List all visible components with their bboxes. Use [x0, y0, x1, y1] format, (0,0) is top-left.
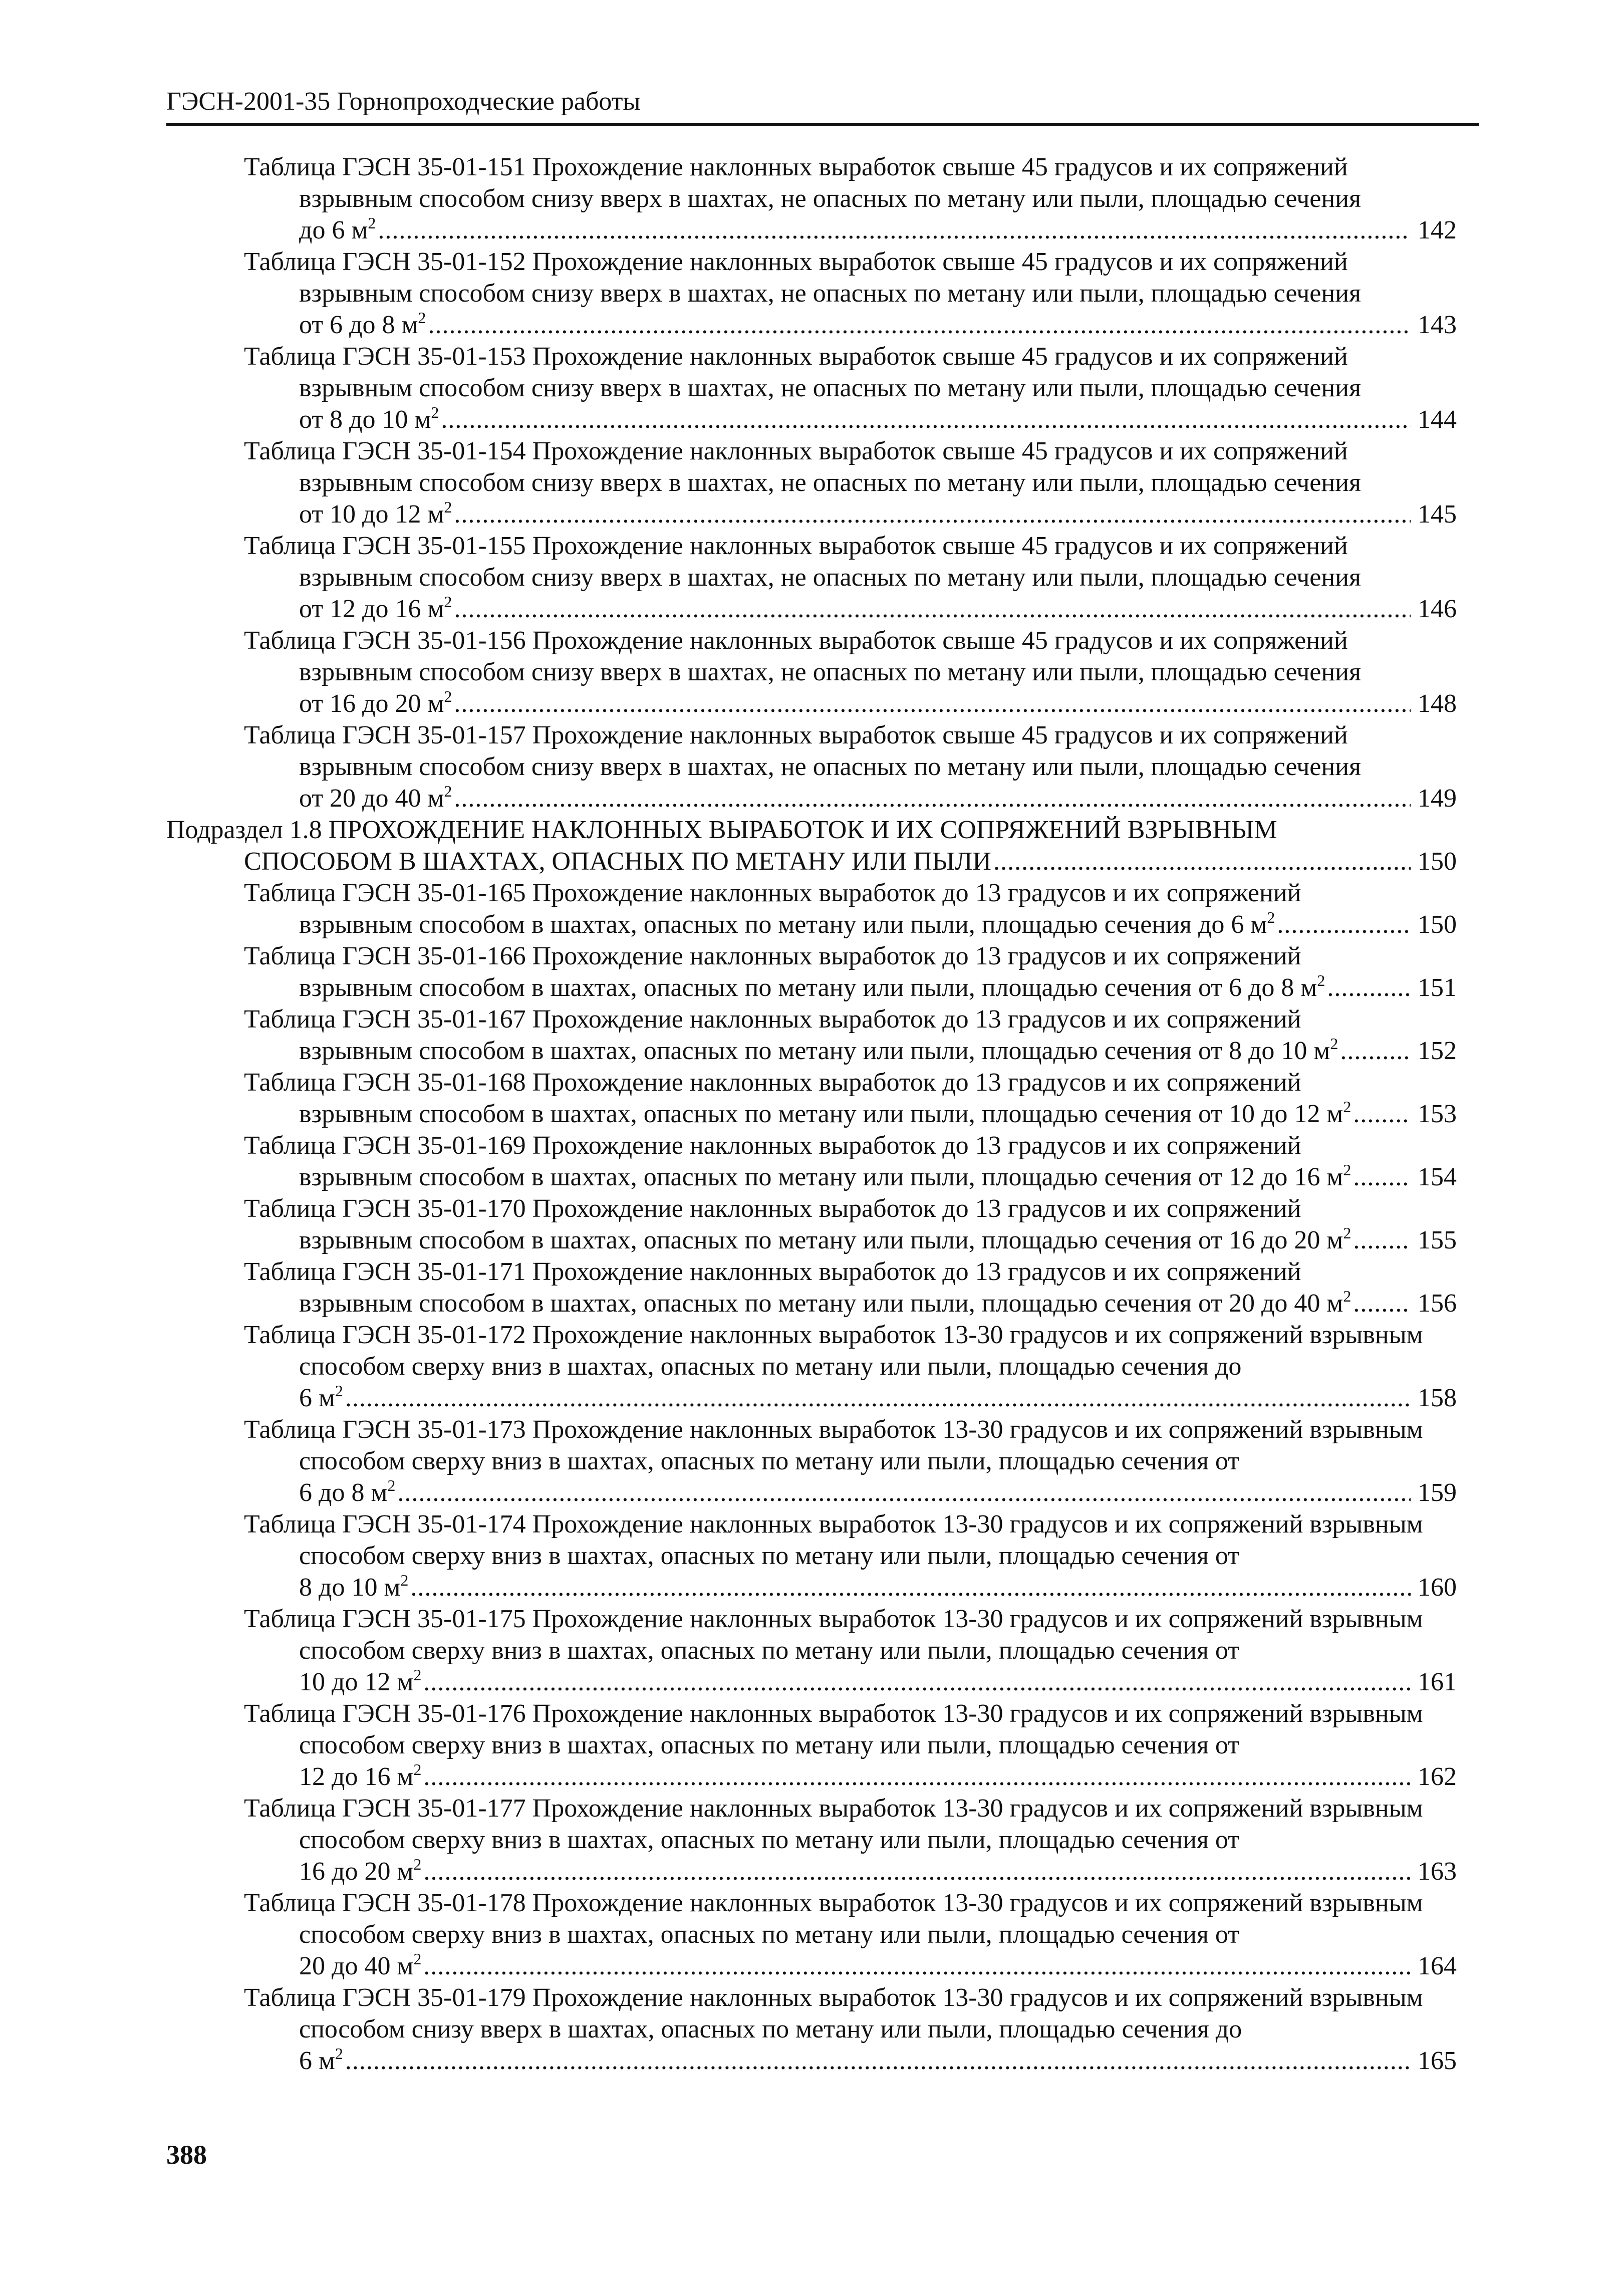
dot-leader: [378, 214, 1411, 246]
toc-entry-title: Прохождение наклонных выработок 13-30 градусов и их сопряжений взрывным способом сверху вниз в шахтах, опасных по метану или пыли, площадью сечения от: [299, 1605, 1423, 1665]
toc-entry-tail: взрывным способом в шахтах, опасных по метану или пыли, площадью сечения от 10 до 12 $м^2$: [299, 1098, 1352, 1128]
dot-leader: [1327, 972, 1411, 1003]
toc-entry-title: Прохождение наклонных выработок до 13 градусов и их сопряжений: [532, 1131, 1301, 1160]
toc-table-entry[interactable]: [166, 151, 1457, 246]
toc-page-number[interactable]: 145: [1418, 500, 1457, 529]
dot-leader: [454, 688, 1411, 719]
toc-table-entry[interactable]: [166, 1982, 1457, 2077]
superscript: 2: [431, 403, 439, 421]
superscript: 2: [1317, 971, 1325, 989]
toc-entry-title: Прохождение наклонных выработок свыше 45 градусов и их сопряжений взрывным способом снизу вверх в шахтах, не опасных по метану или пыли, площадью сечения: [299, 532, 1361, 592]
toc-table-entry[interactable]: [166, 1887, 1457, 1982]
toc-page-number[interactable]: 164: [1418, 1952, 1457, 1980]
dot-leader: [1340, 1035, 1411, 1067]
superscript: 2: [1267, 908, 1275, 926]
toc-entry-code: Таблица ГЭСН 35-01-156: [244, 626, 526, 655]
toc-entry-code: Таблица ГЭСН 35-01-179: [244, 1983, 526, 2012]
dot-leader: [1277, 909, 1411, 940]
toc-table-entry[interactable]: [166, 1698, 1457, 1793]
toc-table-entry[interactable]: [166, 246, 1457, 341]
toc-entry-title: Прохождение наклонных выработок до 13 градусов и их сопряжений: [532, 1068, 1301, 1097]
dot-leader: [1353, 1224, 1411, 1256]
toc-entry-code: Таблица ГЭСН 35-01-169: [244, 1131, 526, 1160]
toc-entry-code: Подраздел 1.8: [166, 816, 322, 844]
toc-entry-tail: от 20 до 40 $м^2$: [299, 782, 452, 813]
toc-entry-tail: 8 до 10 $м^2$: [299, 1571, 409, 1602]
toc-page-number[interactable]: 148: [1418, 689, 1457, 718]
dot-leader: [345, 1382, 1411, 1414]
toc-page-number[interactable]: 154: [1418, 1163, 1457, 1191]
toc-entry-tail: взрывным способом в шахтах, опасных по метану или пыли, площадью сечения от 20 до 40 $м^2$: [299, 1287, 1352, 1318]
toc-page-number[interactable]: 158: [1418, 1384, 1457, 1412]
toc-entry-title: Прохождение наклонных выработок свыше 45 градусов и их сопряжений взрывным способом снизу вверх в шахтах, не опасных по метану или пыли, площадью сечения: [299, 626, 1361, 686]
toc-entry-tail: от 16 до 20 $м^2$: [299, 687, 452, 718]
toc-entry-title: Прохождение наклонных выработок 13-30 градусов и их сопряжений взрывным способом сверху вниз в шахтах, опасных по метану или пыли, площадью сечения от: [299, 1699, 1423, 1759]
superscript: 2: [444, 593, 452, 611]
toc-entry-code: Таблица ГЭСН 35-01-168: [244, 1068, 526, 1097]
dot-leader: [1353, 1098, 1411, 1130]
toc-page-number[interactable]: 155: [1418, 1226, 1457, 1254]
dot-leader: [423, 1950, 1411, 1982]
superscript: 2: [400, 1571, 409, 1589]
dot-leader: [993, 846, 1411, 877]
toc-table-entry[interactable]: [166, 1793, 1457, 1887]
toc-entry-tail: 6 $м^2$: [299, 1382, 343, 1412]
toc-entry-code: Таблица ГЭСН 35-01-166: [244, 942, 526, 970]
toc-entry-code: Таблица ГЭСН 35-01-165: [244, 879, 526, 907]
toc-entry-code: Таблица ГЭСН 35-01-151: [244, 153, 526, 181]
superscript: 2: [387, 1476, 396, 1494]
toc-entry-title: Прохождение наклонных выработок свыше 45 градусов и их сопряжений взрывным способом снизу вверх в шахтах, не опасных по метану или пыли, площадью сечения: [299, 247, 1361, 308]
dot-leader: [441, 404, 1411, 435]
toc-page-number[interactable]: 162: [1418, 1762, 1457, 1791]
toc-entry-code: Таблица ГЭСН 35-01-178: [244, 1889, 526, 1917]
superscript: 2: [1343, 1287, 1352, 1305]
toc-page-number[interactable]: 165: [1418, 2047, 1457, 2075]
toc-entry-code: Таблица ГЭСН 35-01-173: [244, 1415, 526, 1444]
toc-entry-title: Прохождение наклонных выработок свыше 45 градусов и их сопряжений взрывным способом снизу вверх в шахтах, не опасных по метану или пыли, площадью сечения: [299, 721, 1361, 781]
toc-entry-code: Таблица ГЭСН 35-01-170: [244, 1194, 526, 1223]
dot-leader: [454, 593, 1411, 625]
table-of-contents: [166, 151, 1457, 2077]
toc-table-entry[interactable]: [166, 1130, 1457, 1193]
toc-entry-code: Таблица ГЭСН 35-01-176: [244, 1699, 526, 1728]
superscript: 2: [413, 1666, 422, 1684]
toc-table-entry[interactable]: [166, 719, 1457, 814]
toc-entry-tail: 12 до 16 $м^2$: [299, 1760, 422, 1791]
dot-leader: [1353, 1161, 1411, 1193]
toc-entry-tail: от 8 до 10 $м^2$: [299, 403, 439, 434]
superscript: 2: [418, 309, 426, 327]
toc-entry-tail: 10 до 12 $м^2$: [299, 1666, 422, 1696]
superscript: 2: [413, 1760, 422, 1778]
toc-page-number[interactable]: 153: [1418, 1100, 1457, 1128]
toc-table-entry[interactable]: [166, 625, 1457, 719]
dot-leader: [1353, 1288, 1411, 1319]
toc-entry-title: Прохождение наклонных выработок до 13 градусов и их сопряжений: [532, 942, 1301, 970]
toc-entry-tail: от 10 до 12 $м^2$: [299, 498, 452, 529]
superscript: 2: [1343, 1098, 1352, 1116]
toc-table-entry[interactable]: [166, 877, 1457, 940]
dot-leader: [454, 498, 1411, 530]
toc-page-number[interactable]: 144: [1418, 405, 1457, 434]
toc-table-entry[interactable]: [166, 1193, 1457, 1256]
toc-entry-tail: до 6 $м^2$: [299, 214, 376, 244]
dot-leader: [428, 309, 1411, 341]
toc-table-entry[interactable]: [166, 1003, 1457, 1067]
toc-entry-tail: 16 до 20 $м^2$: [299, 1855, 422, 1886]
toc-entry-tail: 6 $м^2$: [299, 2045, 343, 2075]
header-rule: [166, 123, 1479, 126]
toc-entry-title: Прохождение наклонных выработок 13-30 градусов и их сопряжений взрывным способом снизу вверх в шахтах, опасных по метану или пыли, площадью сечения до: [299, 1983, 1423, 2044]
toc-table-entry[interactable]: [166, 1067, 1457, 1130]
toc-table-entry[interactable]: [166, 341, 1457, 435]
toc-entry-tail: взрывным способом в шахтах, опасных по метану или пыли, площадью сечения от 12 до 16 $м^2$: [299, 1161, 1352, 1191]
toc-page-number[interactable]: 149: [1418, 784, 1457, 813]
toc-entry-title: Прохождение наклонных выработок до 13 градусов и их сопряжений: [532, 1194, 1301, 1223]
toc-page-number[interactable]: 156: [1418, 1289, 1457, 1318]
toc-table-entry[interactable]: [166, 940, 1457, 1003]
toc-entry-code: Таблица ГЭСН 35-01-152: [244, 247, 526, 276]
toc-page-number[interactable]: 161: [1418, 1668, 1457, 1696]
superscript: 2: [1343, 1161, 1352, 1179]
toc-entry-code: Таблица ГЭСН 35-01-154: [244, 437, 526, 465]
toc-entry-tail: взрывным способом в шахтах, опасных по метану или пыли, площадью сечения от 8 до 10 $м^2$: [299, 1035, 1338, 1065]
dot-leader: [423, 1856, 1411, 1887]
toc-entry-tail: взрывным способом в шахтах, опасных по метану или пыли, площадью сечения до 6 $м^2$: [299, 908, 1275, 939]
superscript: 2: [413, 1950, 422, 1968]
toc-page-number[interactable]: 151: [1418, 973, 1457, 1002]
dot-leader: [410, 1572, 1411, 1603]
toc-table-entry[interactable]: [166, 1603, 1457, 1698]
toc-page-number[interactable]: 150: [1418, 847, 1457, 876]
toc-entry-tail: взрывным способом в шахтах, опасных по метану или пыли, площадью сечения от 16 до 20 $м^2$: [299, 1224, 1352, 1254]
toc-page-number[interactable]: 163: [1418, 1857, 1457, 1886]
page-number: 388: [166, 2140, 207, 2170]
toc-entry-code: Таблица ГЭСН 35-01-167: [244, 1005, 526, 1034]
toc-entry-title: Прохождение наклонных выработок до 13 градусов и их сопряжений: [532, 1257, 1301, 1286]
toc-entry-title: Прохождение наклонных выработок 13-30 градусов и их сопряжений взрывным способом сверху вниз в шахтах, опасных по метану или пыли, площадью сечения до: [299, 1321, 1423, 1381]
dot-leader: [454, 783, 1411, 814]
toc-page-number[interactable]: 150: [1418, 910, 1457, 939]
toc-table-entry[interactable]: [166, 435, 1457, 530]
dot-leader: [423, 1666, 1411, 1698]
toc-page-number[interactable]: 159: [1418, 1478, 1457, 1507]
dot-leader: [423, 1761, 1411, 1793]
running-header: ГЭСН-2001-35 Горнопроходческие работы: [166, 87, 641, 116]
toc-table-entry[interactable]: [166, 1319, 1457, 1414]
superscript: 2: [368, 214, 376, 232]
toc-entry-code: Таблица ГЭСН 35-01-177: [244, 1794, 526, 1823]
toc-table-entry[interactable]: [166, 1508, 1457, 1603]
toc-entry-title: Прохождение наклонных выработок до 13 градусов и их сопряжений: [532, 1005, 1301, 1034]
toc-section-entry[interactable]: [166, 814, 1457, 877]
superscript: 2: [335, 1382, 343, 1400]
superscript: 2: [444, 782, 452, 800]
toc-entry-tail: 6 до 8 $м^2$: [299, 1476, 396, 1507]
toc-entry-tail: взрывным способом в шахтах, опасных по метану или пыли, площадью сечения от 6 до 8 $м^2$: [299, 971, 1325, 1002]
toc-entry-title: Прохождение наклонных выработок 13-30 градусов и их сопряжений взрывным способом сверху вниз в шахтах, опасных по метану или пыли, площадью сечения от: [299, 1794, 1423, 1854]
superscript: 2: [335, 2045, 343, 2063]
toc-page-number[interactable]: 160: [1418, 1573, 1457, 1602]
toc-entry-tail: 20 до 40 $м^2$: [299, 1950, 422, 1980]
toc-entry-title: Прохождение наклонных выработок до 13 градусов и их сопряжений: [532, 879, 1301, 907]
superscript: 2: [1330, 1035, 1338, 1053]
toc-page-number[interactable]: 152: [1418, 1037, 1457, 1065]
toc-page-number[interactable]: 143: [1418, 311, 1457, 339]
superscript: 2: [413, 1855, 422, 1873]
dot-leader: [397, 1477, 1411, 1508]
toc-entry-title: Прохождение наклонных выработок свыше 45 градусов и их сопряжений взрывным способом снизу вверх в шахтах, не опасных по метану или пыли, площадью сечения: [299, 153, 1361, 213]
toc-entry-title: Прохождение наклонных выработок 13-30 градусов и их сопряжений взрывным способом сверху вниз в шахтах, опасных по метану или пыли, площадью сечения от: [299, 1510, 1423, 1570]
superscript: 2: [444, 498, 452, 516]
dot-leader: [345, 2045, 1411, 2077]
toc-entry-title: Прохождение наклонных выработок свыше 45 градусов и их сопряжений взрывным способом снизу вверх в шахтах, не опасных по метану или пыли, площадью сечения: [299, 342, 1361, 402]
toc-page-number[interactable]: 142: [1418, 216, 1457, 244]
toc-entry-title: ПРОХОЖДЕНИЕ НАКЛОННЫХ ВЫРАБОТОК И ИХ СОПРЯЖЕНИЙ ВЗРЫВНЫМ: [328, 816, 1277, 844]
toc-page-number[interactable]: 146: [1418, 595, 1457, 623]
toc-entry-tail: СПОСОБОМ В ШАХТАХ, ОПАСНЫХ ПО МЕТАНУ ИЛИ ПЫЛИ: [244, 847, 991, 876]
toc-table-entry[interactable]: [166, 1256, 1457, 1319]
toc-entry-code: Таблица ГЭСН 35-01-174: [244, 1510, 526, 1539]
toc-entry-tail: от 6 до 8 $м^2$: [299, 309, 426, 339]
superscript: 2: [444, 687, 452, 705]
toc-entry-code: Таблица ГЭСН 35-01-171: [244, 1257, 526, 1286]
toc-table-entry[interactable]: [166, 530, 1457, 625]
toc-entry-code: Таблица ГЭСН 35-01-175: [244, 1605, 526, 1633]
toc-entry-title: Прохождение наклонных выработок 13-30 градусов и их сопряжений взрывным способом сверху вниз в шахтах, опасных по метану или пыли, площадью сечения от: [299, 1889, 1423, 1949]
toc-entry-code: Таблица ГЭСН 35-01-155: [244, 532, 526, 560]
toc-table-entry[interactable]: [166, 1414, 1457, 1508]
superscript: 2: [1343, 1224, 1352, 1242]
toc-entry-tail: от 12 до 16 $м^2$: [299, 593, 452, 623]
toc-entry-code: Таблица ГЭСН 35-01-172: [244, 1321, 526, 1349]
toc-entry-code: Таблица ГЭСН 35-01-153: [244, 342, 526, 371]
toc-entry-code: Таблица ГЭСН 35-01-157: [244, 721, 526, 749]
toc-entry-title: Прохождение наклонных выработок свыше 45 градусов и их сопряжений взрывным способом снизу вверх в шахтах, не опасных по метану или пыли, площадью сечения: [299, 437, 1361, 497]
toc-entry-title: Прохождение наклонных выработок 13-30 градусов и их сопряжений взрывным способом сверху вниз в шахтах, опасных по метану или пыли, площадью сечения от: [299, 1415, 1423, 1475]
